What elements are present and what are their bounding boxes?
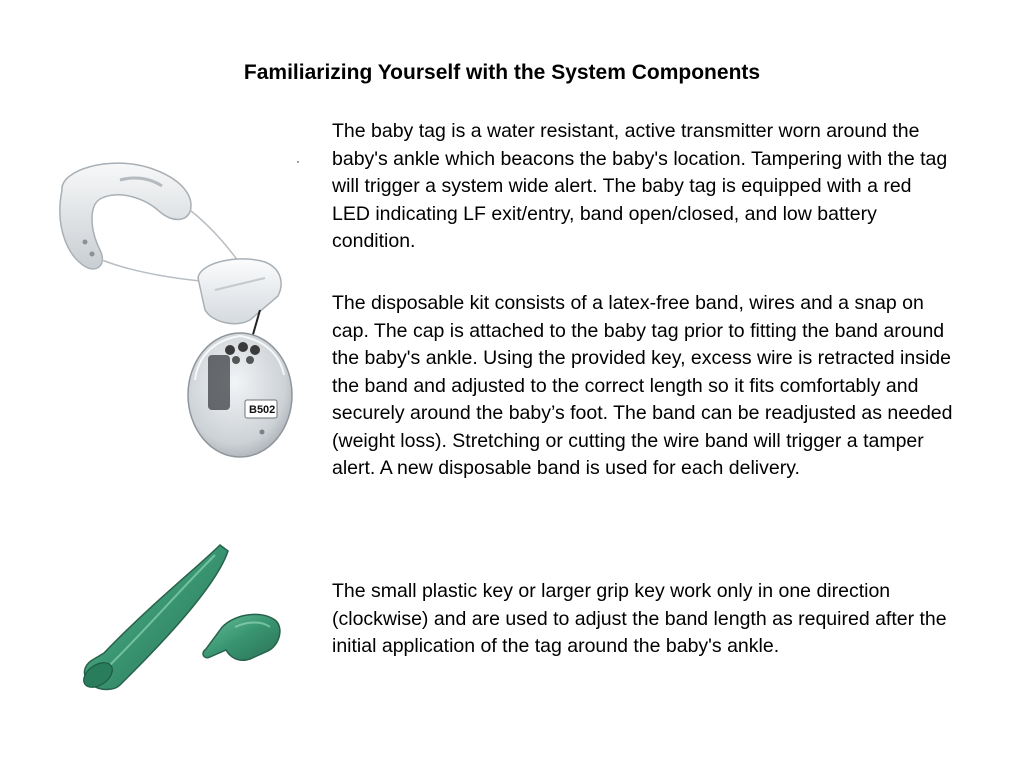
- keys-image: [70, 535, 290, 705]
- baby-tag-image: [40, 150, 315, 470]
- key-paragraph: The small plastic key or larger grip key work only in one direction (clockwise) and are used to adjust the band length as required after the initial application of the tag around the baby's ankle.: [332, 580, 947, 657]
- tag-label: B502: [249, 404, 276, 416]
- baby-tag-paragraph: The baby tag is a water resistant, active transmitter worn around the baby's ankle which beacons the baby's location. Tampering with the tag will trigger a system wide alert. The baby tag is equipped with a red LED indicating LF exit/entry, band open/closed, and low battery condition.: [332, 120, 948, 252]
- disposable-kit-paragraph: The disposable kit consists of a latex-free band, wires and a snap on cap. The cap is attached to the baby tag prior to fitting the band around the baby's ankle. Using the provided key, excess wire is retracted inside the band and adjusted to the correct length so it fits comfortably and securely around the baby’s foot. The band can be readjusted as needed (weight loss). Stretching or cutting the wire band will trigger a tamper alert. A new disposable band is used for each delivery.: [332, 292, 953, 479]
- slide-title: Familiarizing Yourself with the System Components: [243, 61, 761, 84]
